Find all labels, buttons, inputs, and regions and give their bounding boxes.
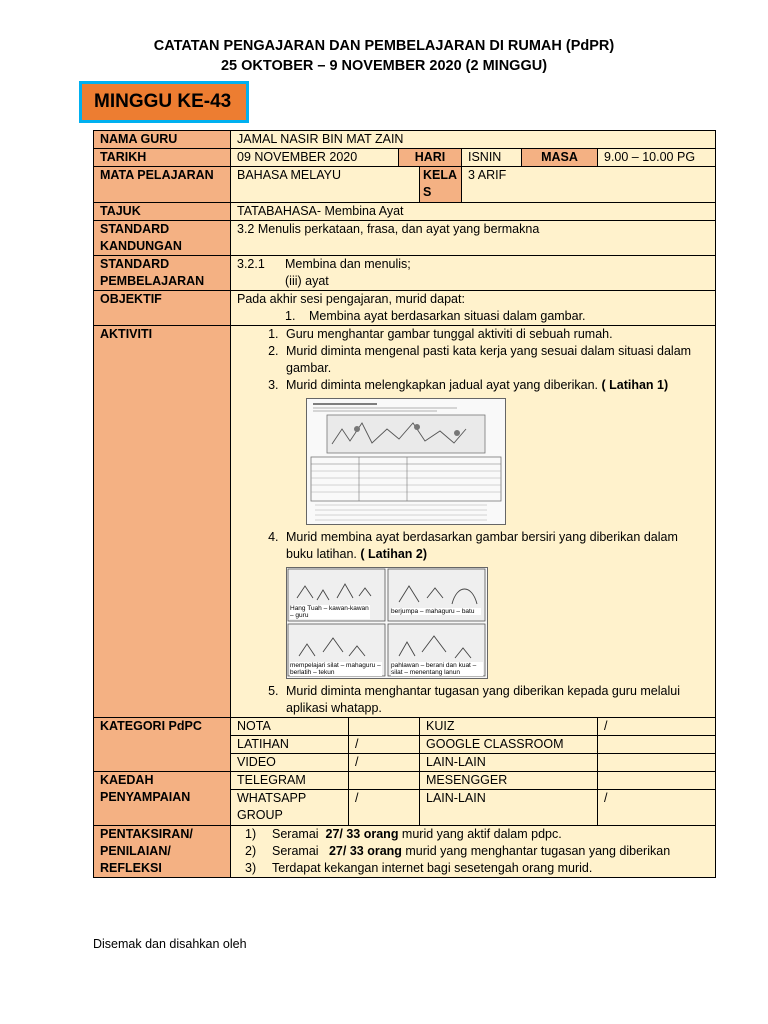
caption-panel-2: berjumpa – mahaguru – batu xyxy=(391,608,481,615)
p3-text: Terdapat kekangan internet bagi sesetengah orang murid. xyxy=(272,861,593,875)
kaedah-a-mark-2: / xyxy=(349,790,420,826)
label-mata-pelajaran: MATA PELAJARAN xyxy=(94,167,231,203)
list-item xyxy=(282,377,707,525)
aktiviti-4-text: Murid membina ayat berdasarkan gambar bersiri yang diberikan dalam buku latihan. xyxy=(286,530,678,561)
objektif-intro: Pada akhir sesi pengajaran, murid dapat: xyxy=(237,292,465,306)
label-masa: MASA xyxy=(522,149,598,167)
value-aktiviti xyxy=(231,326,716,718)
aktiviti-3-bold: ( Latihan 1) xyxy=(601,378,669,392)
label-hari: HARI xyxy=(399,149,462,167)
sp-sub: (iii) ayat xyxy=(285,274,329,288)
p2-post: murid yang menghantar tugasan yang diberikan xyxy=(401,844,671,858)
list-item xyxy=(282,683,707,717)
value-tajuk: TATABAHASA- Membina Ayat xyxy=(231,203,716,221)
list-item xyxy=(272,843,709,860)
kategori-b-mark-2 xyxy=(598,736,716,754)
sp-code: 3.2.1 xyxy=(237,257,265,271)
kategori-a-mark-1 xyxy=(349,718,420,736)
kategori-b-1: KUIZ xyxy=(420,718,598,736)
document-date-range: 25 OKTOBER – 9 NOVEMBER 2020 (2 MINGGU) xyxy=(220,58,548,74)
signoff-text: Disemak dan disahkan oleh xyxy=(93,937,247,951)
kaedah-b-2: LAIN-LAIN xyxy=(420,790,598,826)
label-standard-pembelajaran: STANDARD PEMBELAJARAN xyxy=(94,256,231,291)
label-kategori: KATEGORI PdPC xyxy=(94,718,231,772)
value-mata-pelajaran: BAHASA MELAYU xyxy=(231,167,420,203)
kaedah-b-1: MESENGGER xyxy=(420,772,598,790)
kategori-b-mark-3 xyxy=(598,754,716,772)
label-tajuk: TAJUK xyxy=(94,203,231,221)
label-aktiviti: AKTIVITI xyxy=(94,326,231,718)
row-standard-kandungan xyxy=(94,221,716,256)
value-tarikh: 09 NOVEMBER 2020 xyxy=(231,149,399,167)
caption-panel-4: pahlawan – berani dan kuat – silat – menentang lanun xyxy=(391,662,483,676)
kategori-b-2: GOOGLE CLASSROOM xyxy=(420,736,598,754)
value-objektif xyxy=(231,291,716,326)
value-hari: ISNIN xyxy=(462,149,522,167)
row-aktiviti xyxy=(94,326,716,718)
week-badge-label: MINGGU KE-43 xyxy=(94,91,232,112)
aktiviti-5-text: Murid diminta menghantar tugasan yang diberikan kepada guru melalui aplikasi whatapp. xyxy=(286,684,680,715)
p1-pre: Seramai xyxy=(272,827,326,841)
aktiviti-4-bold: ( Latihan 2) xyxy=(360,547,428,561)
p2-bold: 27/ 33 orang xyxy=(328,844,402,858)
worksheet-latihan-1-graphic xyxy=(307,399,505,524)
kategori-a-mark-3: / xyxy=(349,754,420,772)
row-pentaksiran xyxy=(94,826,716,878)
list-item xyxy=(272,860,709,877)
caption-panel-3: mempelajari silat – mahaguru – berlatih – tekun xyxy=(290,662,381,676)
aktiviti-2-text: Murid diminta mengenal pasti kata kerja yang sesuai dalam situasi dalam gambar. xyxy=(286,344,692,375)
p1-post: murid yang aktif dalam pdpc. xyxy=(398,827,562,841)
document-title: CATATAN PENGAJARAN DAN PEMBELAJARAN DI RUMAH (PdPR) xyxy=(153,38,615,54)
kategori-a-1: NOTA xyxy=(231,718,349,736)
aktiviti-3-text: Murid diminta melengkapkan jadual ayat yang diberikan. xyxy=(286,378,602,392)
aktiviti-list xyxy=(237,326,707,717)
value-standard-kandungan: 3.2 Menulis perkataan, frasa, dan ayat yang bermakna xyxy=(231,221,716,256)
list-item xyxy=(282,343,707,377)
kaedah-b-mark-1 xyxy=(598,772,716,790)
row-kaedah-1 xyxy=(94,772,716,790)
value-pentaksiran xyxy=(231,826,716,878)
worksheet-latihan-1-image xyxy=(306,398,506,525)
worksheet-latihan-2-image xyxy=(286,567,488,679)
value-kelas: 3 ARIF xyxy=(462,167,716,203)
kategori-a-2: LATIHAN xyxy=(231,736,349,754)
value-standard-pembelajaran xyxy=(231,256,716,291)
aktiviti-1-text: Guru menghantar gambar tunggal aktiviti di sebuah rumah. xyxy=(286,327,613,341)
label-pentaksiran: PENTAKSIRAN/ PENILAIAN/ REFLEKSI xyxy=(94,826,231,878)
row-kategori-1 xyxy=(94,718,716,736)
row-standard-pembelajaran xyxy=(94,256,716,291)
row-mata-pelajaran xyxy=(94,167,716,203)
lesson-record-table xyxy=(93,130,716,878)
list-item xyxy=(272,826,709,843)
kategori-a-mark-2: / xyxy=(349,736,420,754)
label-kelas: KELAS xyxy=(420,167,462,203)
p1-bold: 27/ 33 orang xyxy=(325,827,399,841)
sp-text: Membina dan menulis; xyxy=(285,257,411,271)
row-tarikh xyxy=(94,149,716,167)
kategori-b-mark-1: / xyxy=(598,718,716,736)
list-item xyxy=(282,326,707,343)
row-tajuk xyxy=(94,203,716,221)
kaedah-a-1: TELEGRAM xyxy=(231,772,349,790)
kaedah-b-mark-2: / xyxy=(598,790,716,826)
row-nama-guru xyxy=(94,131,716,149)
row-objektif xyxy=(94,291,716,326)
label-objektif: OBJEKTIF xyxy=(94,291,231,326)
list-item xyxy=(282,529,707,679)
pentaksiran-list xyxy=(237,826,709,877)
objektif-num: 1. xyxy=(285,309,296,323)
value-nama-guru: JAMAL NASIR BIN MAT ZAIN xyxy=(231,131,716,149)
kategori-a-3: VIDEO xyxy=(231,754,349,772)
label-standard-kandungan: STANDARD KANDUNGAN xyxy=(94,221,231,256)
label-tarikh: TARIKH xyxy=(94,149,231,167)
kaedah-a-2: WHATSAPP GROUP xyxy=(231,790,349,826)
caption-panel-1: Hang Tuah – kawan-kawan – guru xyxy=(290,605,369,619)
value-masa: 9.00 – 10.00 PG xyxy=(598,149,716,167)
week-badge xyxy=(79,81,249,123)
objektif-item: Membina ayat berdasarkan situasi dalam gambar. xyxy=(309,309,586,323)
p2-pre: Seramai xyxy=(272,844,329,858)
kaedah-a-mark-1 xyxy=(349,772,420,790)
label-nama-guru: NAMA GURU xyxy=(94,131,231,149)
kategori-b-3: LAIN-LAIN xyxy=(420,754,598,772)
label-kaedah: KAEDAH PENYAMPAIAN xyxy=(94,772,231,826)
